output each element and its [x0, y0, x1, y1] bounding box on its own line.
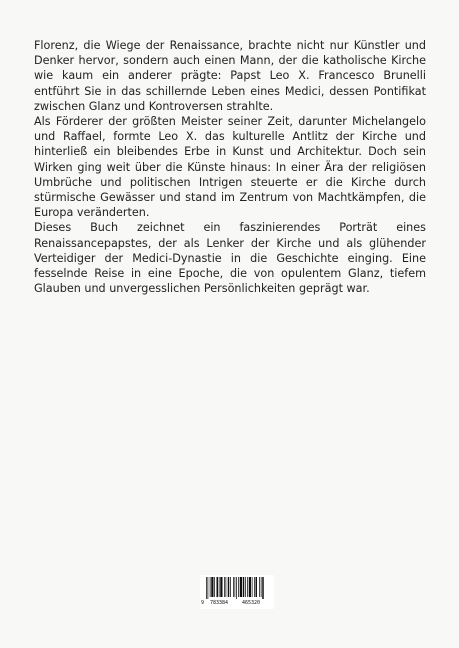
barcode-bar — [240, 577, 242, 597]
barcode-bar — [228, 577, 230, 597]
isbn-barcode — [200, 575, 274, 609]
barcode-bar — [220, 577, 222, 597]
barcode-bar — [254, 577, 255, 597]
barcode-bar — [245, 577, 246, 597]
barcode-bar — [226, 577, 227, 597]
blurb-paragraph-2: Als Förderer der größten Meister seiner Zeit, darunter Michelangelo und Raffael, formte Leo X. das kulturelle Antlitz der Kirche und hinterließ ein bleibendes Erbe in Kunst und Architektur. Doch sein Wirken ging weit über die Künste hinaus: In einer Ära der religiösen Umbrüche und politischen Intrigen steuerte er die Kirche durch stürmische Gewässer und stand im Zentrum von Machtkämpfen, die Europa veränderten. — [34, 115, 426, 220]
barcode-right-group: 465320 — [242, 600, 261, 606]
barcode-bar — [224, 577, 225, 597]
blurb-paragraph-1: Florenz, die Wiege der Renaissance, brachte nicht nur Künstler und Denker hervor, sondern auch einen Mann, der die katholische Kirche wie kaum ein anderer prägte: Papst Leo X. Francesco Brunelli entführt Sie in das schillernde Leben eines Medici, dessen Pontifikat zwischen Glanz und Kontroversen strahlte. — [34, 39, 426, 113]
barcode-bar — [259, 577, 260, 597]
barcode-bar — [236, 577, 237, 599]
barcode-bar — [214, 577, 215, 597]
barcode-bar — [238, 577, 239, 597]
barcode-bar — [233, 577, 234, 597]
barcode-bar — [206, 577, 207, 599]
barcode-bar — [210, 577, 211, 597]
barcode-bar — [217, 577, 219, 597]
barcode-bar — [249, 577, 251, 597]
barcode-bar — [208, 577, 209, 599]
barcode-bar — [261, 577, 262, 597]
barcode-bar — [252, 577, 253, 597]
barcode-bar — [219, 577, 220, 597]
barcode-number — [200, 599, 274, 608]
barcode-bars — [202, 577, 272, 599]
barcode-bar — [243, 577, 245, 597]
barcode-bar — [211, 577, 213, 597]
blurb-paragraph-3: Dieses Buch zeichnet ein faszinierendes Porträt eines Renaissancepapstes, der als Lenker der Kirche und als glühender Verteidiger der Medici-Dynastie in die Geschichte einging. Eine fesselnde Reise in eine Epoche, die von opulentem Glanz, tiefem Glauben und unvergesslichen Persönlichkeiten geprägt war. — [34, 221, 426, 296]
barcode-left-group: 783384 — [210, 600, 229, 606]
barcode-bar — [262, 577, 264, 599]
barcode-first-digit: 9 — [201, 600, 205, 606]
barcode-bar — [247, 577, 248, 597]
back-cover-blurb — [34, 38, 426, 296]
barcode-bar — [235, 577, 236, 597]
barcode-bar — [256, 577, 258, 597]
barcode-bar — [230, 577, 231, 597]
